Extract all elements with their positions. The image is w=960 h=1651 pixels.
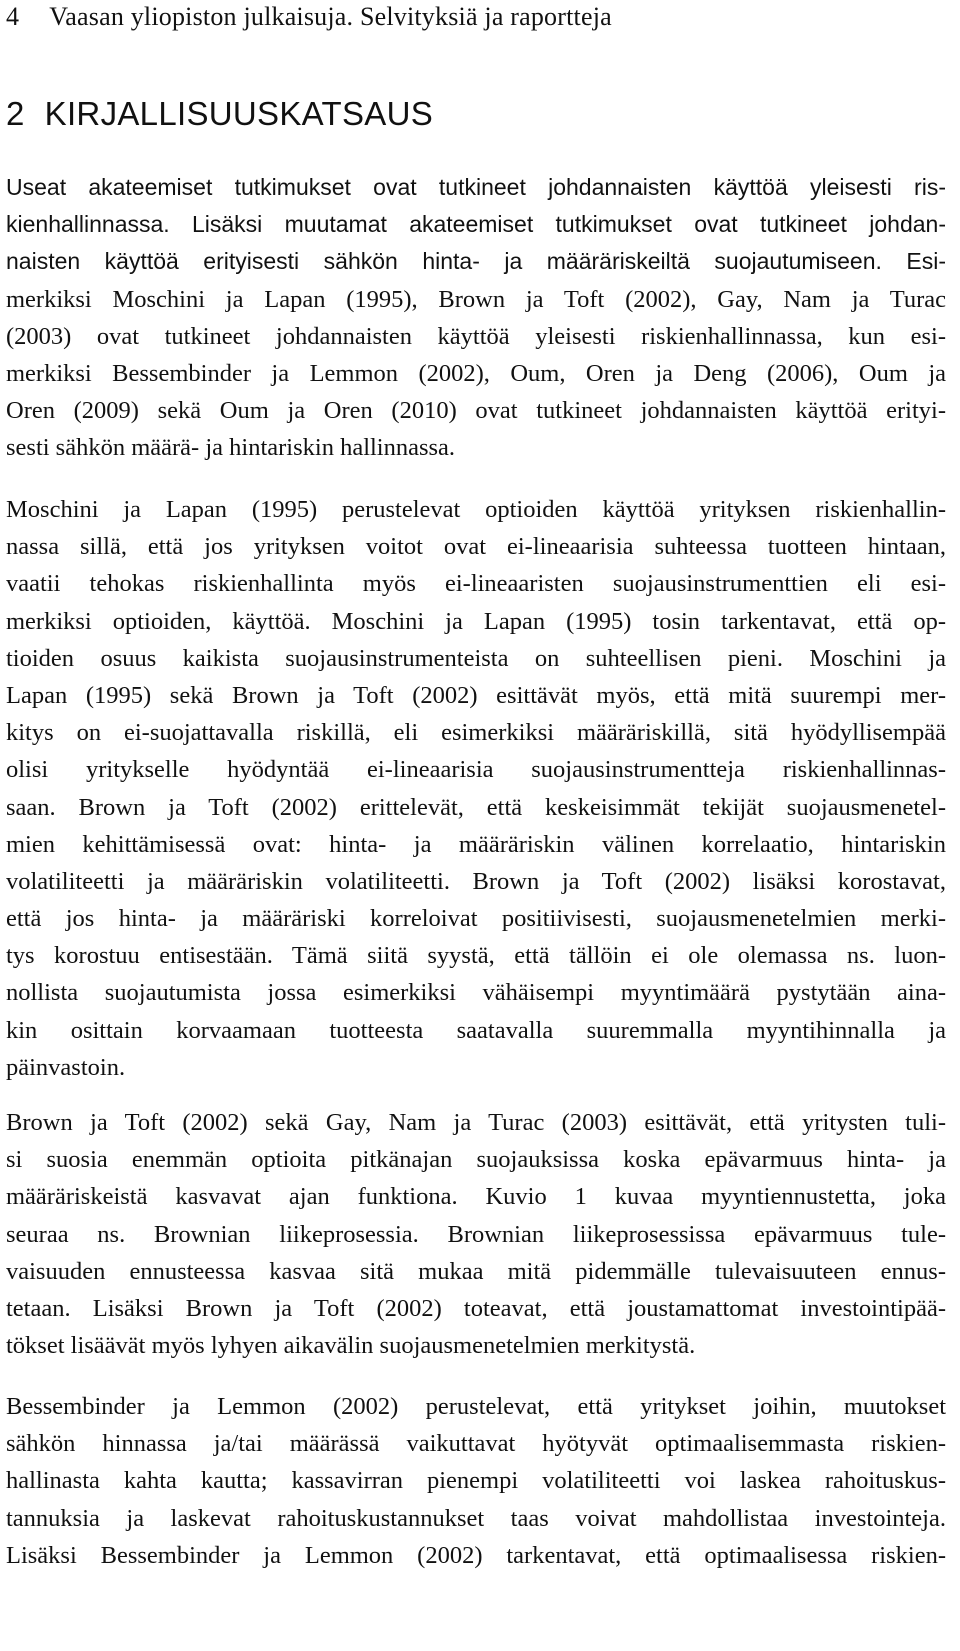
text-line: päinvastoin. (6, 1053, 126, 1081)
paragraph (6, 1104, 946, 1364)
text-line: sähkön hinnassa ja/tai määrässä vaikuttavat hyötyvät optimaalisemmasta riskien- (6, 1430, 946, 1458)
text-line: merkiksi Bessembinder ja Lemmon (2002), Oum, Oren ja Deng (2006), Oum ja (6, 359, 946, 387)
text-line: Bessembinder ja Lemmon (2002) perustelevat, että yritykset joihin, muutokset (6, 1393, 946, 1420)
text-line: tys korostuu entisestään. Tämä siitä syystä, että tällöin ei ole olemassa ns. luon- (6, 942, 946, 970)
paragraph (6, 1388, 946, 1574)
text-line: kin osittain korvaamaan tuotteesta saatavalla suuremmalla myyntihinnalla ja (6, 1016, 946, 1044)
section-title: KIRJALLISUUSKATSAUS (44, 95, 434, 132)
text-line: vaatii tehokas riskienhallinta myös ei-lineaaristen suojausinstrumenttien eli esi- (6, 570, 946, 598)
text-line: vaisuuden ennusteessa kasvaa sitä mukaa mitä pidemmälle tulevaisuuteen ennus- (6, 1257, 946, 1285)
text-line: nollista suojautumista jossa esimerkiksi vähäisempi myyntimäärä pystytään aina- (6, 979, 946, 1007)
text-line: Brown ja Toft (2002) sekä Gay, Nam ja Turac (2003) esittävät, että yritysten tuli- (6, 1109, 946, 1136)
text-line: (2003) ovat tutkineet johdannaisten käyttöä yleisesti riskienhallinnassa, kun esi- (6, 322, 946, 350)
section-heading (6, 94, 433, 134)
paragraph (6, 169, 946, 467)
text-line: kienhallinnassa. Lisäksi muutamat akateemiset tutkimukset ovat tutkineet johdan- (6, 211, 946, 238)
paragraph (6, 491, 946, 1086)
text-line: tetaan. Lisäksi Brown ja Toft (2002) toteavat, että joustamattomat investointipää- (6, 1294, 946, 1322)
text-line: Lapan (1995) sekä Brown ja Toft (2002) esittävät myös, että mitä suurempi mer- (6, 681, 946, 709)
text-line: volatiliteetti ja määräriskin volatiliteetti. Brown ja Toft (2002) lisäksi korostavat, (6, 867, 946, 895)
text-line: naisten käyttöä erityisesti sähkön hinta- ja määräriskeiltä suojautumiseen. Esi- (6, 248, 946, 275)
text-line: nassa sillä, että jos yrityksen voitot ovat ei-lineaarisia suhteessa tuotteen hintaan, (6, 533, 946, 561)
text-line: kitys on ei-suojattavalla riskillä, eli esimerkiksi määräriskillä, sitä hyödyllisempää (6, 719, 946, 747)
running-header (6, 2, 612, 32)
text-line: Useat akateemiset tutkimukset ovat tutkineet johdannaisten käyttöä yleisesti ris- (6, 174, 946, 200)
text-line: merkiksi optioiden, käyttöä. Moschini ja Lapan (1995) tosin tarkentavat, että op- (6, 607, 946, 635)
page-number: 4 (6, 2, 20, 31)
text-line: seuraa ns. Brownian liikeprosessia. Brownian liikeprosessissa epävarmuus tule- (6, 1220, 946, 1248)
text-line: tioiden osuus kaikista suojausinstrumenteista on suhteellisen pieni. Moschini ja (6, 644, 946, 672)
text-line: saan. Brown ja Toft (2002) erittelevät, että keskeisimmät tekijät suojausmenetel- (6, 793, 946, 821)
text-line: Moschini ja Lapan (1995) perustelevat optioiden käyttöä yrityksen riskienhallin- (6, 496, 946, 523)
text-line: tannuksia ja laskevat rahoituskustannukset taas voivat mahdollistaa investointeja. (6, 1504, 946, 1532)
text-line: sesti sähkön määrä- ja hintariskin hallinnassa. (6, 434, 456, 462)
text-line: Lisäksi Bessembinder ja Lemmon (2002) tarkentavat, että optimaalisessa riskien- (6, 1541, 946, 1569)
text-line: olisi yritykselle hyödyntää ei-lineaarisia suojausinstrumentteja riskienhallinnas- (6, 756, 946, 784)
text-line: määräriskeistä kasvavat ajan funktiona. Kuvio 1 kuvaa myyntiennustetta, joka (6, 1183, 946, 1211)
text-line: si suosia enemmän optioita pitkänajan suojauksissa koska epävarmuus hinta- ja (6, 1146, 946, 1174)
text-line: mien kehittämisessä ovat: hinta- ja määräriskin välinen korrelaatio, hintariskin (6, 830, 946, 858)
text-line: Oren (2009) sekä Oum ja Oren (2010) ovat tutkineet johdannaisten käyttöä erityi- (6, 397, 946, 425)
text-line: hallinasta kahta kautta; kassavirran pienempi volatiliteetti voi laskea rahoituskus- (6, 1467, 946, 1495)
text-line: että jos hinta- ja määräriski korreloivat positiivisesti, suojausmenetelmien merki- (6, 905, 946, 933)
section-number: 2 (6, 95, 25, 132)
publication-series: Vaasan yliopiston julkaisuja. Selvityksiä ja raportteja (49, 2, 612, 31)
text-line: merkiksi Moschini ja Lapan (1995), Brown ja Toft (2002), Gay, Nam ja Turac (6, 285, 946, 313)
text-line: tökset lisäävät myös lyhyen aikavälin suojausmenetelmien merkitystä. (6, 1332, 696, 1360)
